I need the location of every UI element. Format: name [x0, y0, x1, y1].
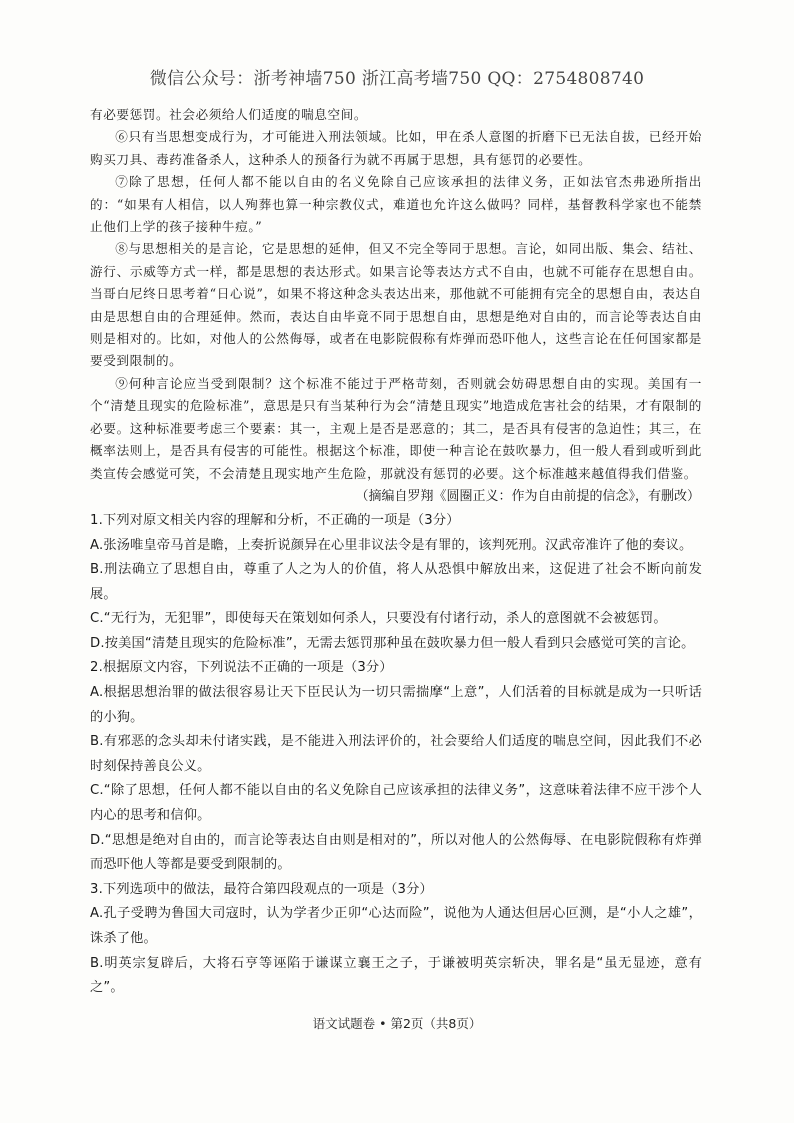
- passage-paragraph-9: ⑨何种言论应当受到限制？这个标准不能过于严格苛刻，否则就会妨碍思想自由的实现。美国有一个“清楚且现实的危险标准”，意思是只有当某种行为会“清楚且现实”地造成危害社会的结果，才有限制的必要。这种标准要考虑三个要素：其一，主观上是否是恶意的；其二，是否具有侵害的急迫性；其三，在概率法则上，是否具有侵害的可能性。根据这个标准，即使一种言论在鼓吹暴力，但一般人看到或听到此类宣传会感觉可笑，不会清楚且现实地产生危险，那就没有惩罚的必要。这个标准越来越值得我们借鉴。: [90, 375, 702, 481]
- passage-source: （摘编自罗翔《圆圈正义：作为自由前提的信念》，有删改）: [355, 488, 700, 504]
- question-1-option-b: B.刑法确立了思想自由，尊重了人之为人的价值，将人从恐惧中解放出来，这促进了社会不断向前发展。: [90, 562, 702, 602]
- question-3-stem: 3.下列选项中的做法，最符合第四段观点的一项是（3分）: [90, 881, 433, 897]
- passage-paragraph-6: ⑥只有当思想变成行为，才可能进入刑法领域。比如，甲在杀人意图的折磨下已无法自拔，已经开始购买刀具、毒药准备杀人，这种杀人的预备行为就不再属于思想，具有惩罚的必要性。: [90, 129, 702, 167]
- question-1-option-a: A.张汤唯皇帝马首是瞻，上奏折说颜异在心里非议法令是有罪的，该判死刑。汉武帝准许了他的奏议。: [90, 537, 693, 553]
- passage-paragraph-continued: 有必要惩罚。社会必须给人们适度的喘息空间。: [90, 107, 368, 122]
- question-2-stem: 2.根据原文内容，下列说法不正确的一项是（3分）: [90, 660, 393, 676]
- question-1-option-d: D.按美国“清楚且现实的危险标准”，无需去惩罚那种虽在鼓吹暴力但一般人看到只会感觉可笑的言论。: [90, 635, 695, 651]
- question-2-option-d: D.“思想是绝对自由的，而言论等表达自由则是相对的”，所以对他人的公然侮辱、在电影院假称有炸弹而恐吓他人等都是要受到限制的。: [90, 832, 702, 873]
- passage-paragraph-7: ⑦除了思想，任何人都不能以自由的名义免除自己应该承担的法律义务，正如法官杰弗逊所指出的：“如果有人相信，以人殉葬也算一种宗教仪式，难道也允许这么做吗？同样，基督教科学家也不能禁止他们上学的孩子接种牛痘。”: [90, 174, 702, 235]
- page-footer: 语文试题卷 • 第2页（共8页）: [312, 1016, 482, 1031]
- question-3-option-a: A.孔子受聘为鲁国大司寇时，认为学者少正卯“心达而险”，说他为人通达但居心叵测，是“小人之雄”，诛杀了他。: [90, 906, 702, 946]
- question-2-option-b: B.有邪恶的念头却未付诸实践，是不能进入刑法评价的，社会要给人们适度的喘息空间，因此我们不必时刻保持善良公义。: [90, 734, 702, 774]
- question-2-option-c: C.“除了思想，任何人都不能以自由的名义免除自己应该承担的法律义务”，这意味着法律不应干涉个人内心的思考和信仰。: [90, 783, 702, 824]
- watermark-header: 微信公众号：浙考神墙750 浙江高考墙750 QQ：2754808740: [149, 69, 645, 89]
- question-1-option-c: C.“无行为，无犯罪”，即使每天在策划如何杀人，只要没有付诸行动，杀人的意图就不会被惩罚。: [90, 611, 667, 627]
- question-1-stem: 1.下列对原文相关内容的理解和分析，不正确的一项是（3分）: [90, 512, 460, 528]
- question-3-option-b: B.明英宗复辟后，大将石亨等诬陷于谦谋立襄王之子，于谦被明英宗斩决，罪名是“虽无显迹，意有之”。: [90, 955, 702, 996]
- page-content: [90, 104, 702, 1001]
- question-2-option-a: A.根据思想治罪的做法很容易让天下臣民认为一切只需揣摩“上意”，人们活着的目标就是成为一只听话的小狗。: [90, 685, 702, 725]
- passage-paragraph-8: ⑧与思想相关的是言论，它是思想的延伸，但又不完全等同于思想。言论，如同出版、集会、结社、游行、示威等方式一样，都是思想的表达形式。如果言论等表达方式不自由，也就不可能存在思想自由。当哥白尼终日思考着“日心说”，如果不将这种念头表达出来，那他就不可能拥有完全的思想自由，表达自由是思想自由的合理延伸。然而，表达自由毕竟不同于思想自由，思想是绝对自由的，而言论等表达自由则是相对的。比如，对他人的公然侮辱，或者在电影院假称有炸弹而恐吓他人，这些言论在任何国家都是要受到限制的。: [90, 241, 702, 369]
